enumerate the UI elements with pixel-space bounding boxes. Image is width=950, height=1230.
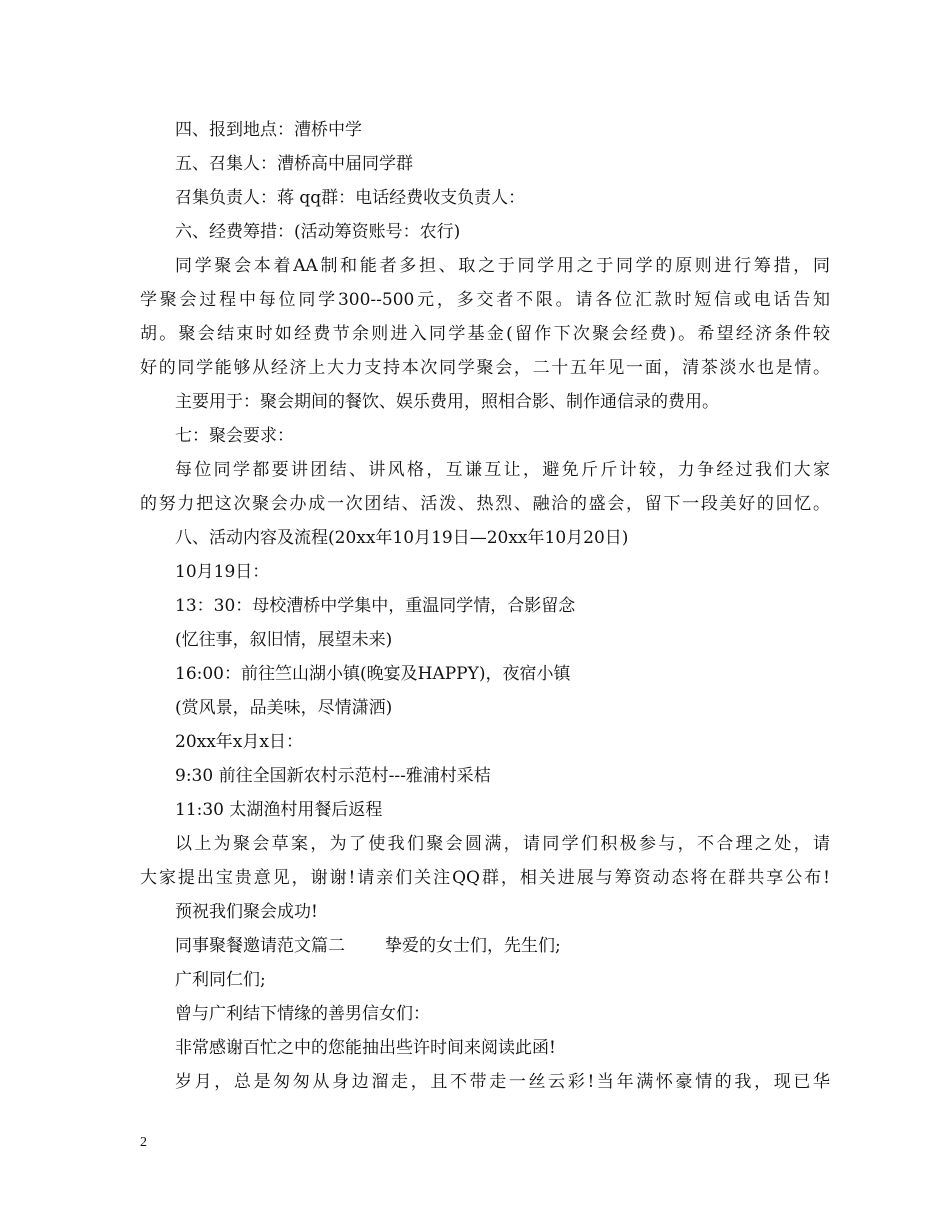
text-line: 八、活动内容及流程(20xx年10月19日—20xx年10月20日) — [175, 528, 629, 548]
text-line: 20xx年x月x日： — [175, 732, 303, 752]
text-line: 七：聚会要求： — [175, 426, 294, 446]
text-line: 六、经费筹措：(活动筹资账号：农行) — [175, 222, 461, 242]
text-line: 非常感谢百忙之中的您能抽出些许时间来阅读此函! — [175, 1038, 556, 1058]
text-line: 13：30：母校漕桥中学集中，重温同学情，合影留念 — [175, 596, 576, 616]
text-line: 岁月，总是匆匆从身边溜走，且不带走一丝云彩!当年满怀豪情的我，现已华 — [175, 1072, 830, 1092]
page-number: 2 — [140, 1135, 147, 1150]
text-line: 五、召集人：漕桥高中届同学群 — [175, 154, 413, 174]
section-heading: 同事聚餐邀请范文篇二 — [175, 936, 345, 956]
text-line: 学聚会过程中每位同学300--500元，多交者不限。请各位汇款时短信或电话告知 — [140, 290, 830, 310]
text-line: (忆往事，叙旧情，展望未来) — [175, 630, 393, 650]
text-line: 胡。聚会结束时如经费节余则进入同学基金(留作下次聚会经费)。希望经济条件较 — [140, 324, 830, 344]
text-line: 同学聚会本着AA制和能者多担、取之于同学用之于同学的原则进行筹措，同 — [175, 256, 830, 276]
text-line: 每位同学都要讲团结、讲风格，互谦互让，避免斤斤计较，力争经过我们大家 — [175, 460, 830, 480]
document-body — [140, 113, 830, 1099]
text-line: 的努力把这次聚会办成一次团结、活泼、热烈、融洽的盛会，留下一段美好的回忆。 — [140, 494, 830, 514]
text-line: 主要用于：聚会期间的餐饮、娱乐费用，照相合影、制作通信录的费用。 — [175, 392, 719, 412]
text-line: 好的同学能够从经济上大力支持本次同学聚会，二十五年见一面，清茶淡水也是情。 — [140, 358, 830, 378]
text-line: 预祝我们聚会成功! — [175, 902, 318, 922]
text-line: 9:30 前往全国新农村示范村---雅浦村采桔 — [175, 766, 491, 786]
salutation-text: 挚爱的女士们，先生们; — [385, 936, 561, 956]
text-line: 广利同仁们; — [175, 970, 266, 990]
text-line: 四、报到地点：漕桥中学 — [175, 120, 362, 140]
text-line: 16:00：前往竺山湖小镇(晚宴及HAPPY)，夜宿小镇 — [175, 664, 571, 684]
text-line: 11:30 太湖渔村用餐后返程 — [175, 800, 383, 820]
text-line: 大家提出宝贵意见，谢谢!请亲们关注QQ群，相关进展与筹资动态将在群共享公布! — [140, 868, 830, 888]
text-line: 以上为聚会草案，为了使我们聚会圆满，请同学们积极参与，不合理之处，请 — [175, 834, 830, 854]
text-line: 曾与广利结下情缘的善男信女们： — [175, 1004, 430, 1024]
text-line: 10月19日： — [175, 562, 270, 582]
text-line: 召集负责人：蒋 qq群：电话经费收支负责人： — [175, 188, 526, 208]
text-line: (赏风景，品美味，尽情潇洒) — [175, 698, 393, 718]
text-line-with-heading — [140, 929, 830, 963]
